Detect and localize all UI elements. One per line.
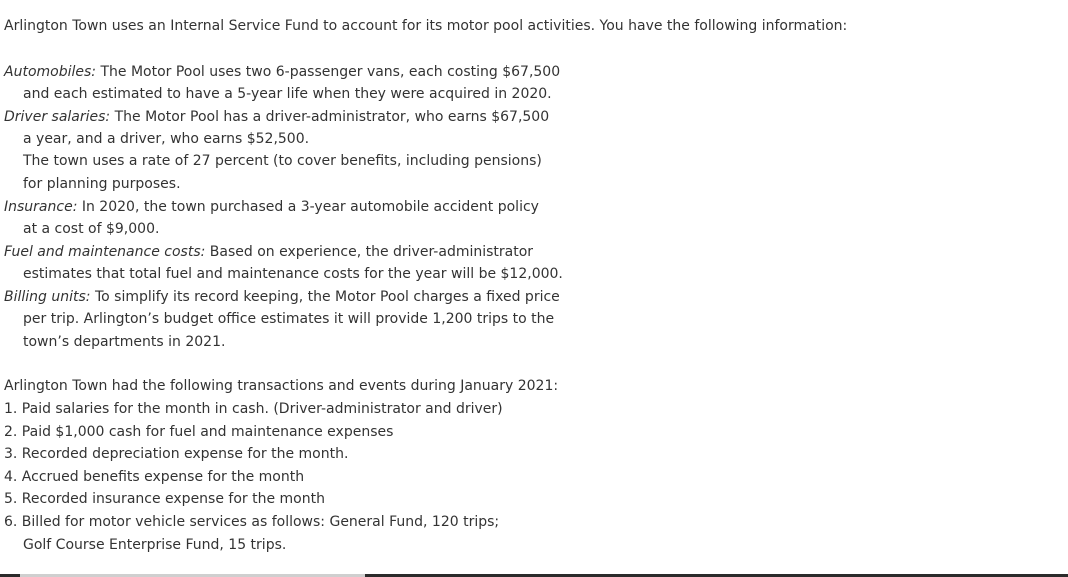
fuel-line-1 [4,243,533,261]
intro-text: Arlington Town uses an Internal Service Fund to account for its motor pool activities. You have the following information: [4,18,848,34]
insurance-line-2: at a cost of $9,000. [23,221,160,237]
driver-salaries-line-3: The town uses a rate of 27 percent (to cover benefits, including pensions) [23,153,542,169]
driver-salaries-line-2: a year, and a driver, who earns $52,500. [23,131,310,147]
automobiles-line-2: and each estimated to have a 5-year life when they were acquired in 2020. [23,86,552,102]
billing-line-2: per trip. Arlington’s budget office estimates it will provide 1,200 trips to the [23,311,555,327]
transactions-heading: Arlington Town had the following transactions and events during January 2021: [4,378,559,394]
driver-salaries-line-4: for planning purposes. [23,176,181,192]
automobiles-label: Automobiles: [4,64,96,80]
insurance-line-1 [4,198,539,216]
insurance-text-1: In 2020, the town purchased a 3-year automobile accident policy [77,199,539,215]
transaction-item: 6. Billed for motor vehicle services as follows: General Fund, 120 trips; [4,514,500,530]
transaction-item: 4. Accrued benefits expense for the month [4,469,305,485]
driver-salaries-line-1 [4,108,549,126]
transaction-item: 2. Paid $1,000 cash for fuel and maintenance expenses [4,424,394,440]
transaction-item: 3. Recorded depreciation expense for the month. [4,446,349,462]
billing-line-3: town’s departments in 2021. [23,334,226,350]
transaction-item: 1. Paid salaries for the month in cash. (Driver-administrator and driver) [4,401,503,417]
fuel-text-1: Based on experience, the driver-administrator [205,244,534,260]
driver-salaries-label: Driver salaries: [4,109,111,125]
automobiles-text-1: The Motor Pool uses two 6-passenger vans, each costing $67,500 [96,64,561,80]
billing-text-1: To simplify its record keeping, the Motor Pool charges a fixed price [90,289,560,305]
driver-salaries-text-1: The Motor Pool has a driver-administrator, who earns $67,500 [110,109,550,125]
transaction-item: 5. Recorded insurance expense for the month [4,491,325,507]
transaction-item-continued: Golf Course Enterprise Fund, 15 trips. [23,537,287,553]
automobiles-line-1 [4,63,560,81]
billing-line-1 [4,288,560,306]
insurance-label: Insurance: [4,199,78,215]
billing-label: Billing units: [4,289,91,305]
fuel-label: Fuel and maintenance costs: [4,244,206,260]
fuel-line-2: estimates that total fuel and maintenance costs for the year will be $12,000. [23,266,563,282]
